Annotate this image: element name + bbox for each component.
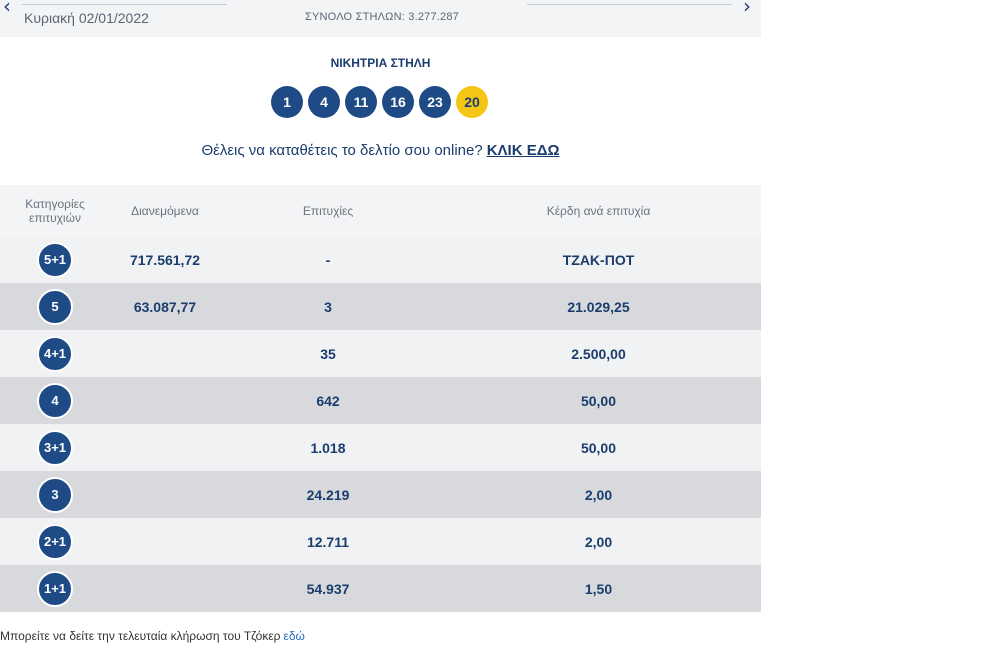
total-columns: ΣΥΝΟΛΟ ΣΤΗΛΩΝ: 3.277.287 (305, 11, 459, 23)
table-row (0, 565, 761, 612)
table-row (0, 471, 761, 518)
winning-number: 23 (419, 86, 451, 118)
footer-text: Μπορείτε να δείτε την τελευταία κλήρωση του Τζόκερ (0, 629, 281, 643)
header-winners: Επιτυχίες (220, 185, 436, 236)
category-badge: 3 (37, 477, 73, 513)
category-badge: 5 (37, 289, 73, 325)
draw-date: Κυριακή 02/01/2022 (24, 10, 149, 26)
category-badge: 4 (37, 383, 73, 419)
results-table (0, 185, 761, 612)
chevron-left-icon[interactable]: ‹ (3, 0, 11, 18)
prize-value: 50,00 (436, 424, 761, 471)
online-prompt-text: Θέλεις να καταθέτεις το δελτίο σου online? (201, 142, 483, 159)
winners-value: - (220, 236, 436, 283)
divider (527, 4, 732, 5)
joker-number: 20 (456, 86, 488, 118)
winners-value: 642 (220, 377, 436, 424)
category-badge: 1+1 (37, 571, 73, 607)
winners-value: 54.937 (220, 565, 436, 612)
table-row (0, 377, 761, 424)
table-row (0, 424, 761, 471)
divider (22, 4, 227, 5)
prize-value: 2.500,00 (436, 330, 761, 377)
table-row (0, 283, 761, 330)
category-badge: 2+1 (37, 524, 73, 560)
winners-value: 35 (220, 330, 436, 377)
online-betting-prompt (0, 142, 761, 159)
joker-draw-link[interactable]: εδώ (283, 629, 305, 643)
distributed-value (110, 377, 220, 424)
winners-value: 12.711 (220, 518, 436, 565)
distributed-value: 63.087,77 (110, 283, 220, 330)
table-row (0, 518, 761, 565)
chevron-right-icon[interactable]: › (743, 0, 751, 18)
table-row (0, 330, 761, 377)
category-badge: 4+1 (37, 336, 73, 372)
winning-column-title: ΝΙΚΗΤΡΙΑ ΣΤΗΛΗ (330, 56, 431, 70)
distributed-value (110, 424, 220, 471)
winning-number: 1 (271, 86, 303, 118)
click-here-link[interactable]: ΚΛΙΚ ΕΔΩ (486, 142, 560, 159)
prize-value: 2,00 (436, 518, 761, 565)
table-row (0, 236, 761, 283)
prize-value: 1,50 (436, 565, 761, 612)
joker-footer (0, 629, 305, 643)
distributed-value: 717.561,72 (110, 236, 220, 283)
winners-value: 3 (220, 283, 436, 330)
category-badge: 5+1 (37, 242, 73, 278)
winning-number: 11 (345, 86, 377, 118)
header-categories: Κατηγορίες επιτυχιών (0, 185, 110, 236)
winners-value: 1.018 (220, 424, 436, 471)
winning-number: 16 (382, 86, 414, 118)
prize-value: ΤΖΑΚ-ΠΟΤ (436, 236, 761, 283)
header-prize-per-winner: Κέρδη ανά επιτυχία (436, 185, 761, 236)
prize-value: 50,00 (436, 377, 761, 424)
category-badge: 3+1 (37, 430, 73, 466)
distributed-value (110, 330, 220, 377)
winners-value: 24.219 (220, 471, 436, 518)
distributed-value (110, 565, 220, 612)
table-header-row (0, 185, 761, 236)
winning-numbers (271, 86, 488, 118)
prize-value: 21.029,25 (436, 283, 761, 330)
header-distributed: Διανεμόμενα (110, 185, 220, 236)
draw-navigation-bar (0, 0, 761, 37)
distributed-value (110, 518, 220, 565)
winning-number: 4 (308, 86, 340, 118)
prize-value: 2,00 (436, 471, 761, 518)
distributed-value (110, 471, 220, 518)
